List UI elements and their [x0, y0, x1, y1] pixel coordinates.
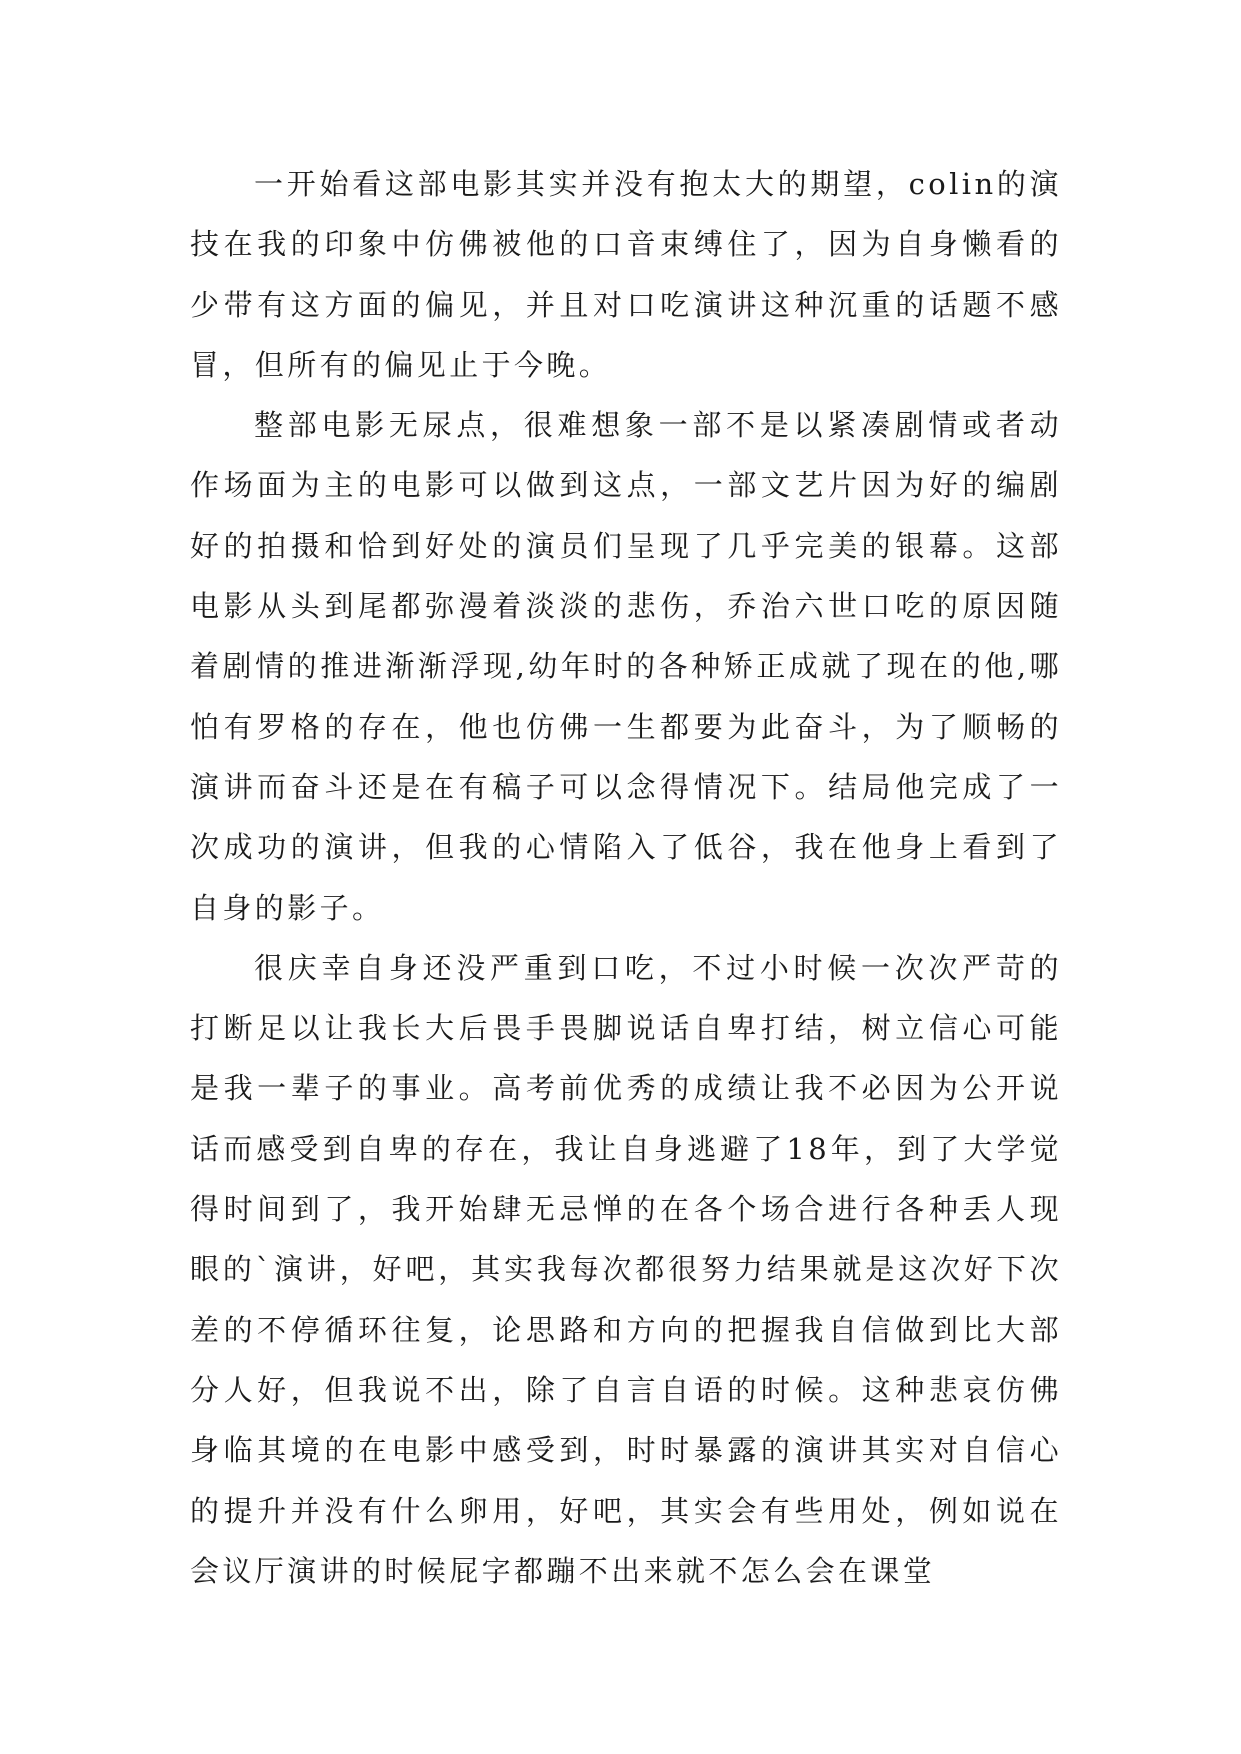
- paragraph-1: 一开始看这部电影其实并没有抱太大的期望，colin的演技在我的印象中仿佛被他的口音束缚住了，因为自身懒看的少带有这方面的偏见，并且对口吃演讲这种沉重的话题不感冒，但所有的偏见止于今晚。: [190, 167, 1062, 382]
- paragraph-2: 整部电影无尿点，很难想象一部不是以紧凑剧情或者动作场面为主的电影可以做到这点，一部文艺片因为好的编剧好的拍摄和恰到好处的演员们呈现了几乎完美的银幕。这部电影从头到尾都弥漫着淡淡的悲伤，乔治六世口吃的原因随着剧情的推进渐渐浮现,幼年时的各种矫正成就了现在的他,哪怕有罗格的存在，他也仿佛一生都要为此奋斗，为了顺畅的演讲而奋斗还是在有稿子可以念得情况下。结局他完成了一次成功的演讲，但我的心情陷入了低谷，我在他身上看到了自身的影子。: [190, 408, 1062, 925]
- paragraph-3: 很庆幸自身还没严重到口吃，不过小时候一次次严苛的打断足以让我长大后畏手畏脚说话自卑打结，树立信心可能是我一辈子的事业。高考前优秀的成绩让我不必因为公开说话而感受到自卑的存在，我让自身逃避了18年，到了大学觉得时间到了，我开始肆无忌惮的在各个场合进行各种丢人现眼的`演讲，好吧，其实我每次都很努力结果就是这次好下次差的不停循环往复，论思路和方向的把握我自信做到比大部分人好，但我说不出，除了自言自语的时候。这种悲哀仿佛身临其境的在电影中感受到，时时暴露的演讲其实对自信心的提升并没有什么卵用，好吧，其实会有些用处，例如说在会议厅演讲的时候屁字都蹦不出来就不怎么会在课堂: [190, 950, 1062, 1588]
- document-body: [190, 154, 1062, 1601]
